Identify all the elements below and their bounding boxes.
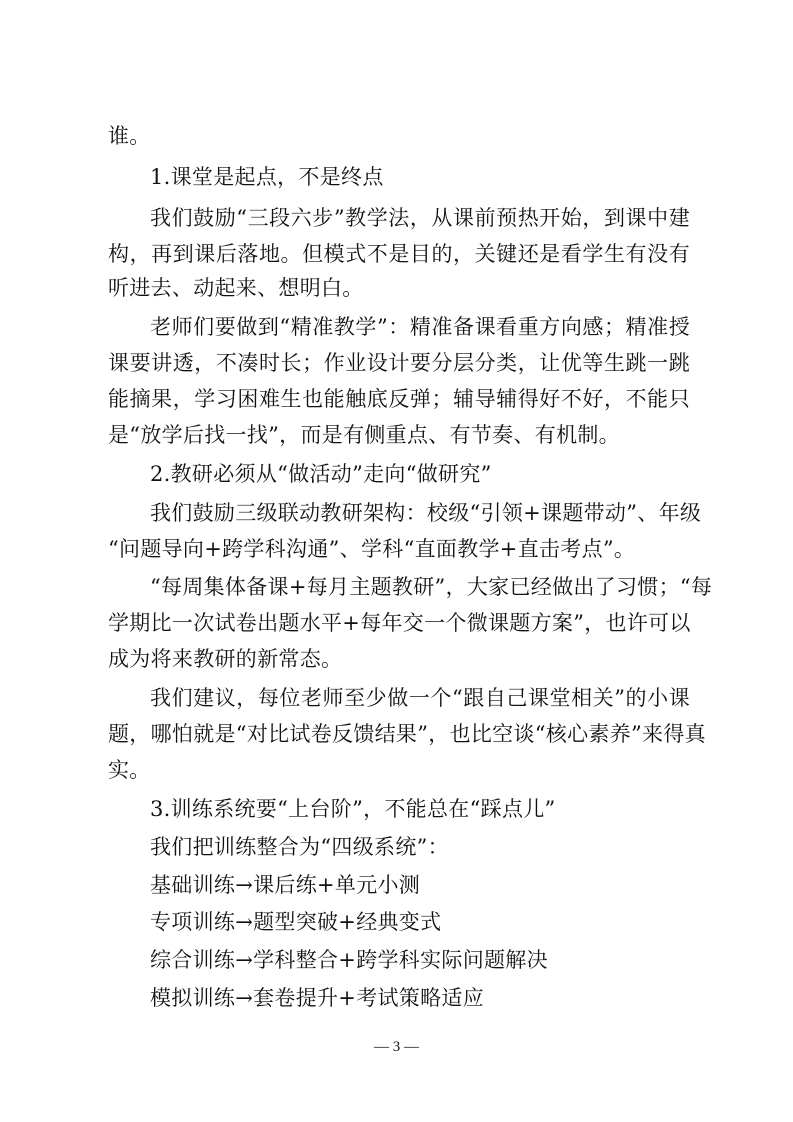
text-line: “问题导向+跨学科沟通”、学科“直面教学+直击考点”。 <box>108 537 636 561</box>
text-line: 老师们要做到“精准教学”：精准备课看重方向感；精准授 <box>150 315 690 339</box>
text-line: “每周集体备课+每月主题教研”，大家已经做出了习惯；“每 <box>150 575 713 599</box>
text-line: 实。 <box>108 758 151 782</box>
text-line: 学期比一次试卷出题水平+每年交一个微课题方案”，也许可以 <box>108 611 691 635</box>
section-heading-1: 1.课堂是起点，不是终点 <box>150 165 384 189</box>
text-line: 听进去、动起来、想明白。 <box>108 276 364 300</box>
text-line: 成为将来教研的新常态。 <box>108 647 343 671</box>
page-number: — 3 — <box>374 1039 419 1055</box>
text-line: 构，再到课后落地。但模式不是目的，关键还是看学生有没有 <box>108 242 690 266</box>
text-line: 是“放学后找一找”，而是有侧重点、有节奏、有机制。 <box>108 423 620 447</box>
list-item: 基础训练→课后练+单元小测 <box>150 873 421 897</box>
list-item: 专项训练→题型突破+经典变式 <box>150 910 442 934</box>
section-heading-3: 3.训练系统要“上台阶”，不能总在“踩点儿” <box>150 797 556 821</box>
text-line: 题，哪怕就是“对比试卷反馈结果”，也比空谈“核心素养”来得真 <box>108 722 706 746</box>
text-line: 谁。 <box>108 124 151 148</box>
text-line: 我们把训练整合为“四级系统”： <box>150 835 449 859</box>
section-heading-2: 2.教研必须从“做活动”走向“做研究” <box>150 462 492 486</box>
list-item: 综合训练→学科整合+跨学科实际问题解决 <box>150 948 548 972</box>
text-line: 课要讲透，不凑时长；作业设计要分层分类，让优等生跳一跳 <box>108 351 690 375</box>
list-item: 模拟训练→套卷提升+考试策略适应 <box>150 986 484 1010</box>
text-line: 我们鼓励“三段六步”教学法，从课前预热开始，到课中建 <box>150 206 690 230</box>
text-line: 能摘果，学习困难生也能触底反弹；辅导辅得好不好，不能只 <box>108 387 690 411</box>
text-line: 我们鼓励三级联动教研架构：校级“引领+课题带动”、年级 <box>150 501 702 525</box>
text-line: 我们建议，每位老师至少做一个“跟自己课堂相关”的小课 <box>150 686 690 710</box>
